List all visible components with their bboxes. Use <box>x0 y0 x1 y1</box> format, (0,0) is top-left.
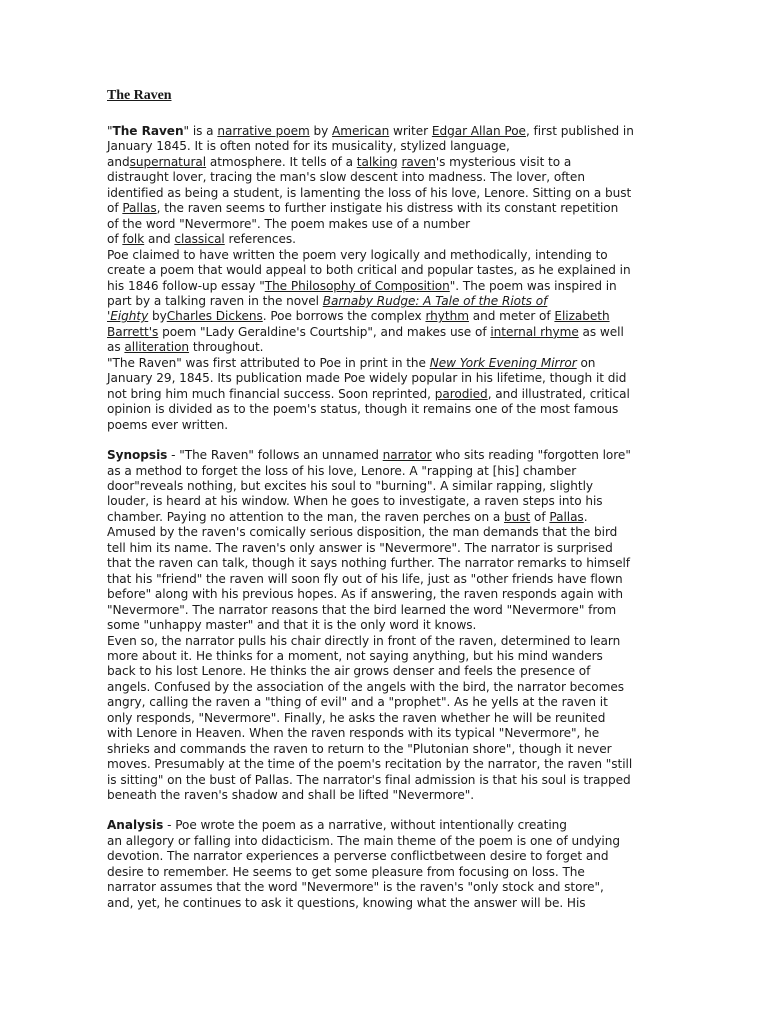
text-line <box>107 572 667 587</box>
text-line <box>107 649 667 664</box>
text-run: and <box>107 154 130 169</box>
text-line <box>107 371 667 386</box>
text-run: as a method to forget the loss of his love, Lenore. A "rapping at [his] chamber <box>107 463 577 478</box>
text-run: some "unhappy master" and that it is the only word it knows. <box>107 618 477 633</box>
text-run: louder, is heard at his window. When he goes to investigate, a raven steps into his <box>107 494 603 509</box>
text-line <box>107 541 667 556</box>
inline-link[interactable]: narrative poem <box>217 124 310 138</box>
text-run: references. <box>224 232 296 247</box>
text-run: more about it. He thinks for a moment, not saying anything, but his mind wanders <box>107 648 603 663</box>
text-line <box>107 464 667 479</box>
text-run: moves. Presumably at the time of the poem's recitation by the narrator, the raven "still <box>107 757 633 772</box>
inline-link[interactable]: 'Eighty <box>107 309 149 324</box>
text-run: by <box>148 309 167 324</box>
text-run: distraught lover, tracing the man's slow descent into madness. The lover, often <box>107 170 585 185</box>
text-run: part by a talking raven in the novel <box>107 293 323 308</box>
text-line <box>107 217 667 232</box>
text-line <box>107 155 667 170</box>
text-run: with Lenore in Heaven. When the raven responds with its typical "Nevermore", he <box>107 726 600 741</box>
text-run: , first published in <box>525 124 634 138</box>
text-run: as <box>107 340 125 355</box>
text-line <box>107 248 667 263</box>
text-run: poem "Lady Geraldine's Courtship", and makes use of <box>158 324 491 339</box>
inline-link[interactable]: parodied <box>434 386 488 401</box>
text-line <box>107 494 667 509</box>
inline-link[interactable]: classical <box>174 232 225 247</box>
inline-link[interactable]: alliteration <box>124 340 190 355</box>
text-run: of <box>107 201 123 216</box>
text-line <box>107 695 667 710</box>
text-run: . <box>583 509 588 524</box>
text-line <box>107 618 667 633</box>
section-label: Analysis <box>107 818 164 833</box>
text-run: that the raven can talk, though it says nothing further. The narrator remarks to himself <box>107 556 631 571</box>
text-line <box>107 387 667 402</box>
text-line <box>107 418 667 433</box>
text-run: before" along with his previous hopes. As if answering, the raven responds again with <box>107 587 623 602</box>
text-line <box>107 201 667 216</box>
text-line <box>107 340 667 355</box>
text-run: of <box>107 232 123 247</box>
text-line <box>107 788 667 803</box>
text-line <box>107 664 667 679</box>
paragraph <box>107 248 667 356</box>
text-line <box>107 186 667 201</box>
text-run: Amused by the raven's comically serious disposition, the man demands that the bird <box>107 525 618 540</box>
text-run: "Nevermore". The narrator reasons that the bird learned the word "Nevermore" from <box>107 602 617 617</box>
inline-link[interactable]: narrator <box>382 448 432 463</box>
inline-link[interactable]: The Philosophy of Composition <box>264 278 450 293</box>
inline-link[interactable]: New York Evening Mirror <box>429 355 577 370</box>
text-run: poems ever written. <box>107 417 229 432</box>
inline-link[interactable]: Edgar Allan Poe <box>431 124 526 138</box>
text-line <box>107 356 667 371</box>
text-line <box>107 834 667 849</box>
inline-link[interactable]: Pallas <box>549 509 584 524</box>
text-run: desire to remember. He seems to get some pleasure from focusing on loss. The <box>107 864 585 879</box>
inline-link[interactable]: folk <box>122 232 145 247</box>
document-title: The Raven <box>107 88 172 103</box>
text-line <box>107 510 667 525</box>
text-line <box>107 603 667 618</box>
text-run: . Poe borrows the complex <box>262 309 426 324</box>
inline-link[interactable]: Elizabeth <box>554 309 610 324</box>
inline-link[interactable]: rhythm <box>425 309 469 324</box>
text-line <box>107 587 667 602</box>
text-run: an allegory or falling into didacticism. The main theme of the poem is one of undying <box>107 833 620 848</box>
text-run: writer <box>389 124 432 138</box>
text-line <box>107 880 667 895</box>
text-line <box>107 402 667 417</box>
text-line <box>107 232 667 247</box>
text-run: of <box>530 509 550 524</box>
text-run: narrator assumes that the word "Nevermore" is the raven's "only stock and store", <box>107 880 604 895</box>
paragraph <box>107 818 667 911</box>
text-line <box>107 865 667 880</box>
text-run: his 1846 follow-up essay " <box>107 278 265 293</box>
text-run: create a poem that would appeal to both critical and popular tastes, as he explained in <box>107 263 631 278</box>
inline-link[interactable]: Barrett's <box>107 324 159 339</box>
text-run: 's mysterious visit to a <box>435 154 572 169</box>
text-run: angry, calling the raven a "thing of evil" and a "prophet". As he yells at the raven it <box>107 695 608 710</box>
text-run: back to his lost Lenore. He thinks the air grows denser and feels the presence of <box>107 664 591 679</box>
text-run: January 29, 1845. Its publication made Poe widely popular in his lifetime, though it did <box>107 371 627 386</box>
paragraph <box>107 356 667 433</box>
text-run: , and illustrated, critical <box>487 386 630 401</box>
text-line <box>107 479 667 494</box>
text-run: shrieks and commands the raven to return to the "Plutonian shore", though it never <box>107 741 612 756</box>
inline-link[interactable]: Barnaby Rudge: A Tale of the Riots of <box>322 293 548 308</box>
text-run: - "The Raven" follows an unnamed <box>167 448 383 463</box>
paragraph <box>107 124 667 248</box>
inline-link[interactable]: American <box>332 124 390 138</box>
inline-link[interactable]: raven <box>401 154 436 169</box>
text-line <box>107 711 667 726</box>
text-line <box>107 263 667 278</box>
paragraph <box>107 448 667 633</box>
inline-link[interactable]: supernatural <box>129 154 207 169</box>
text-line <box>107 294 667 309</box>
text-line <box>107 124 667 139</box>
text-line <box>107 818 667 833</box>
document-page <box>107 88 667 911</box>
text-run: and <box>144 232 175 247</box>
text-run: on <box>576 355 596 370</box>
section-label: Synopsis <box>107 448 168 463</box>
inline-link[interactable]: talking <box>356 154 398 169</box>
text-run: and meter of <box>468 309 555 324</box>
text-line <box>107 170 667 185</box>
text-line <box>107 680 667 695</box>
text-run: tell him its name. The raven's only answer is "Nevermore". The narrator is surprised <box>107 540 613 555</box>
section-label: The Raven <box>112 124 184 138</box>
text-line <box>107 309 667 324</box>
inline-link[interactable]: bust <box>504 509 531 524</box>
text-line <box>107 849 667 864</box>
text-run: "The Raven" was first attributed to Poe in print in the <box>107 355 430 370</box>
text-run: not bring him much financial success. Soon reprinted, <box>107 386 435 401</box>
paragraph-spacer <box>107 803 667 818</box>
text-run: " <box>107 124 113 138</box>
inline-link[interactable]: Pallas <box>122 201 157 216</box>
text-run: who sits reading "forgotten lore" <box>431 448 631 463</box>
text-run: Even so, the narrator pulls his chair directly in front of the raven, determined to learn <box>107 633 621 648</box>
text-line <box>107 773 667 788</box>
text-line <box>107 325 667 340</box>
text-line <box>107 525 667 540</box>
text-run: and, yet, he continues to ask it questions, knowing what the answer will be. His <box>107 895 586 910</box>
text-run: identified as being a student, is lamenting the loss of his love, Lenore. Sitting on a bust <box>107 185 632 200</box>
inline-link[interactable]: internal rhyme <box>490 324 579 339</box>
text-line <box>107 757 667 772</box>
text-line <box>107 279 667 294</box>
text-run: - Poe wrote the poem as a narrative, without intentionally creating <box>163 818 567 833</box>
text-run: by <box>309 124 333 138</box>
text-run: atmosphere. It tells of a <box>206 154 357 169</box>
text-run: that his "friend" the raven will soon fly out of his life, just as "other friends have flown <box>107 571 623 586</box>
text-line <box>107 556 667 571</box>
text-line <box>107 139 667 154</box>
text-run: door"reveals nothing, but excites his soul to "burning". A similar rapping, slightly <box>107 478 594 493</box>
text-run: Poe claimed to have written the poem very logically and methodically, intending to <box>107 247 608 262</box>
text-run: January 1845. It is often noted for its musicality, stylized language, <box>107 139 510 154</box>
text-line <box>107 742 667 757</box>
text-run: as well <box>578 324 624 339</box>
text-run: , the raven seems to further instigate his distress with its constant repetition <box>156 201 619 216</box>
text-line <box>107 634 667 649</box>
text-run: throughout. <box>189 340 264 355</box>
text-run: ". The poem was inspired in <box>449 278 617 293</box>
text-run: chamber. Paying no attention to the man, the raven perches on a <box>107 509 505 524</box>
text-run: opinion is divided as to the poem's status, though it remains one of the most famous <box>107 402 619 417</box>
text-run: devotion. The narrator experiences a perverse conflictbetween desire to forget and <box>107 849 609 864</box>
text-line <box>107 896 667 911</box>
inline-link[interactable]: Charles Dickens <box>166 309 263 324</box>
text-line <box>107 448 667 463</box>
text-line <box>107 726 667 741</box>
text-run: of the word "Nevermore". The poem makes use of a number <box>107 216 471 231</box>
text-run: is sitting" on the bust of Pallas. The narrator's final admission is that his soul is trapped <box>107 772 631 787</box>
paragraph-spacer <box>107 433 667 448</box>
paragraph <box>107 634 667 804</box>
text-run: beneath the raven's shadow and shall be lifted "Nevermore". <box>107 788 475 803</box>
document-body <box>107 124 667 911</box>
text-run: " is a <box>183 124 218 138</box>
text-run: only responds, "Nevermore". Finally, he asks the raven whether he will be reunited <box>107 710 606 725</box>
text-run: angels. Confused by the association of the angels with the bird, the narrator becomes <box>107 679 624 694</box>
